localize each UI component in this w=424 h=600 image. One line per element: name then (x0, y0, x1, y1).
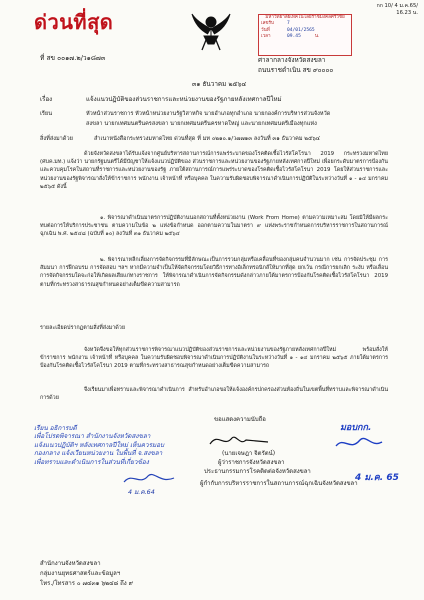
handwritten-note (34, 424, 164, 466)
subject-text: แจ้งแนวปฏิบัติของส่วนราชการและหน่วยงานของรัฐภายหลังเทศกาลปีใหม่ (86, 96, 282, 103)
note-signature-icon (120, 468, 180, 490)
footer-department: สำนักงานจังหวัดสงขลา (40, 560, 101, 567)
note-line-4: กองกลาง แจ้งเวียนหน่วยงาน ในพื้นที่ จ.สงขลา (34, 449, 163, 458)
approver-signature-icon (330, 434, 400, 454)
signer-position-1: ผู้ว่าราชการจังหวัดสงขลา (218, 459, 285, 466)
body-paragraph-1: ด้วยจังหวัดสงขลาได้รับแจ้งจากศูนย์บริหารสถานการณ์การแพร่ระบาดของโรคติดเชื้อไวรัสโคโรนา 2019 กระทรวงมหาดไทย (ศบค.มท.) แจ้งว่า นายกรัฐมนตรีได้มีบัญชาให้แจ้งแนวปฏิบัติของ ส่วนราชการและหน่วยงานของรัฐภายหลังเทศกาลปีใหม่ เพื่อยกระดับมาตรการป้องกันและควบคุมโรคในสถานที่ราชการและหน่วยงานของรัฐ ภายใต้สถานการณ์การแพร่ระบาดของโรคติดเชื้อไวรัสโคโรนา 2019 โดยให้ส่วนราชการและหน่วยงานของรัฐพิจารณาสั่งให้ข้าราชการ พนักงาน เจ้าหน้าที่ หรือบุคคล ในความรับผิดชอบพิจารณาดำเนินการปฏิบัติในระหว่างวันที่ ๑ - ๑๔ มกราคม ๒๕๖๕ ดังนี้ (40, 151, 388, 190)
body-paragraph-4: รายละเอียดปรากฏตามสิ่งที่ส่งมาด้วย (40, 325, 125, 331)
garuda-emblem-icon (190, 10, 232, 54)
office-address: ถนนราชดำเนิน สข ๙๐๐๐๐ (258, 66, 334, 74)
body-paragraph-3: ๒. พิจารณาหลีกเลี่ยงการจัดกิจกรรมที่มีลักษณะเป็นการรวมกลุ่มหรือเคลื่อนที่ของกลุ่มคนจำนวนมาก เช่น การจัดประชุม การสัมมนา การฝึกอบรม การจัดสอบ ฯลฯ หากมีความจำเป็นให้จัดกิจกรรมโดยวิธีการทางอิเล็กทรอนิกส์ให้มากที่สุด ยกเว้น กรณีการยกเลิก ระงับ หรือเลื่อนการจัดกิจกรรมใดจะก่อให้เกิดผลเสียแก่ทางราชการ ให้พิจารณาดำเนินการจัดกิจกรรมดังกล่าวภายใต้มาตรการป้องกันโรคติดเชื้อไวรัสโคโรนา 2019 ตามที่กระทรวงสาธารณสุขกำหนดอย่างเต็มขีดความสามารถ (40, 257, 388, 288)
signer-position-2: ประธานกรรมการโรคติดต่อจังหวัดสงขลา (204, 468, 311, 475)
governor-signature-icon (206, 430, 276, 450)
handwritten-approval: มอบกก. (340, 423, 372, 433)
recv-date-label: วันที่ (261, 27, 270, 33)
to-line-2: สงขลา นายกเทศมนตรีนครสงขลา นายกเทศมนตรีนครหาดใหญ่ และนายกเทศมนตรีเมืองทุกแห่ง (86, 121, 317, 127)
recv-date-value: 04/01/2565 (287, 27, 315, 33)
to-line-1: หัวหน้าส่วนราชการ หัวหน้าหน่วยงานรัฐวิสาหกิจ นายอำเภอทุกอำเภอ นายกองค์การบริหารส่วนจังหวัด (86, 111, 331, 117)
recv-time-label: เวลา (261, 34, 271, 40)
handwritten-right-date: 4 ม.ค. 65 (355, 473, 399, 483)
recv-time-value: 09.45 (287, 34, 301, 40)
footer-right-title: ผู้กำกับการบริหารราชการในสถานการณ์ฉุกเฉินจังหวัดสงขลา (200, 480, 358, 487)
footer-phone: โทร./โทรสาร ๐ ๗๔๓๑ ๖๒๔๘ ถึง ๙ (40, 580, 134, 587)
recv-no-value: 7 (287, 21, 290, 27)
note-date: 4 ม.ค.64 (128, 488, 155, 496)
note-line-1: เรียน อธิการบดี (34, 424, 77, 432)
recv-no-label: เลขรับ (261, 21, 274, 27)
document-date: ๓๑ ธันวาคม ๒๕๖๔ (192, 80, 247, 88)
attach-label: สิ่งที่ส่งมาด้วย (40, 136, 73, 142)
note-line-5: เพื่อทราบและดำเนินการในส่วนที่เกี่ยวข้อง (34, 457, 149, 466)
signer-name: (นายเจษฎา จิตรัตน์) (222, 450, 276, 457)
closing-regards: ขอแสดงความนับถือ (214, 416, 266, 423)
receiving-stamp (258, 14, 352, 56)
note-line-2: เพื่อโปรดพิจารณา สำนักงานจังหวัดสงขลา (34, 432, 151, 441)
attach-text: สำเนาหนังสือกระทรวงมหาดไทย ด่วนที่สุด ที่ มท ๐๒๑๐.๑/ว๗๗๑๓ ลงวันที่ ๓๑ ธันวาคม ๒๕๖๔ (94, 136, 321, 142)
note-line-3: แจ้งแนวปฏิบัติฯ หลังเทศกาลปีใหม่ เห็นควรมอบ (34, 440, 165, 449)
urgency-stamp: ด่วนที่สุด (34, 10, 114, 34)
doc-number: ที่ สข ๐๐๑๗.๒/ว๑๘๗๓ (40, 54, 106, 62)
office-name: ศาลากลางจังหวัดสงขลา (258, 56, 326, 64)
body-paragraph-2: ๑. พิจารณาดำเนินมาตรการปฏิบัติงานนอกสถานที่ตั้งหน่วยงาน (Work From Home) ตามความเหมาะสม โดยมิให้มีผลกระทบต่อการให้บริการประชาชน ตามความในข้อ ๒ แห่งข้อกำหนด ออกตามความในมาตรา ๙ แห่งพระราชกำหนดการบริหารราชการในสถานการณ์ฉุกเฉิน พ.ศ. ๒๕๔๘ (ฉบับที่ ๑๐) ลงวันที่ ๓๑ ธันวาคม ๒๕๖๔ (40, 215, 388, 238)
top-reference-code: กก 10/ 4 ม.ค.65/ 16.23 น. (376, 3, 418, 16)
recv-time-suffix: น. (314, 34, 320, 40)
receiving-org: มหาวิทยาลัยเทคโนโลยีราชมงคลศรีวิชัย (265, 15, 345, 20)
to-label: เรียน (40, 111, 53, 117)
subject-label: เรื่อง (40, 96, 53, 103)
body-paragraph-6: จึงเรียนมาเพื่อทราบและพิจารณาดำเนินการ สำหรับอำเภอขอให้แจ้งองค์กรปกครองส่วนท้องถิ่นในเขตพื้นที่ทราบและพิจารณาดำเนินการด้วย (40, 387, 388, 402)
footer-unit: กลุ่มงานยุทธศาสตร์และข้อมูลฯ (40, 570, 121, 577)
body-paragraph-5: จังหวัดจึงขอให้ทุกส่วนราชการพิจารณาแนวปฏิบัติของส่วนราชการและหน่วยงานของรัฐภายหลังเทศกาลปีใหม่ พร้อมสั่งให้ข้าราชการ พนักงาน เจ้าหน้าที่ หรือบุคคล ในความรับผิดชอบพิจารณาดำเนินการปฏิบัติงานในระหว่างวันที่ ๑ - ๑๔ มกราคม ๒๕๖๕ ภายใต้มาตรการป้องกันโรคติดเชื้อไวรัสโคโรนา 2019 ตามที่กระทรวงสาธารณสุขกำหนดอย่างเต็มขีดความสามารถ (40, 347, 388, 370)
